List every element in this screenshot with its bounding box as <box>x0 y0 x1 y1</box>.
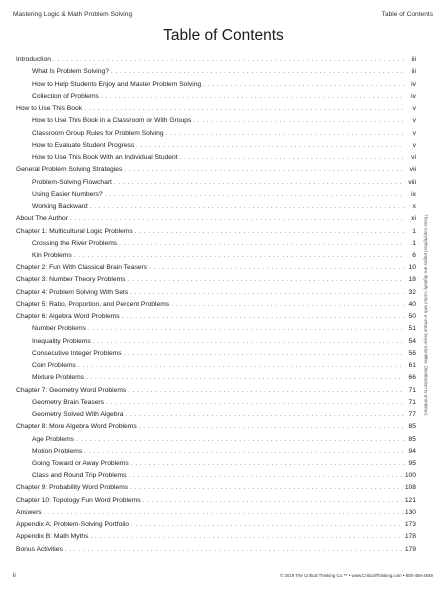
toc-entry-label: Introduction <box>16 56 51 64</box>
toc-entry <box>16 507 416 519</box>
toc-entry-page: 61 <box>408 362 416 370</box>
section-title: Table of Contents <box>381 11 433 18</box>
toc-entry-page: 130 <box>404 508 416 516</box>
toc-entry-label: Motion Problems <box>32 447 83 455</box>
toc-entry <box>16 482 416 494</box>
toc-entry-label: Number Problems <box>32 325 86 333</box>
toc-entry-label: Consecutive Integer Problems <box>32 349 122 357</box>
dot-leader <box>106 397 404 409</box>
dot-leader <box>93 336 404 348</box>
toc-entry-label: Chapter 3: Number Theory Problems <box>16 276 126 284</box>
toc-entry <box>16 519 416 531</box>
toc-entry <box>16 103 416 115</box>
toc-entry-page: 1 <box>412 239 416 247</box>
toc-entry-page: 32 <box>408 288 416 296</box>
dot-leader <box>171 299 404 311</box>
toc-subentry <box>16 66 416 78</box>
toc-entry-label: Appendix A: Problem-Solving Portfolio <box>16 521 130 529</box>
toc-entry-page: 54 <box>408 337 416 345</box>
toc-subentry <box>16 78 416 90</box>
dot-leader <box>111 66 404 78</box>
dot-leader <box>166 128 404 140</box>
page-number: ii <box>13 573 16 579</box>
toc-entry-page: 40 <box>408 300 416 308</box>
toc-entry-label: How to Use This Book <box>16 105 83 113</box>
toc-subentry <box>16 470 416 482</box>
toc-entry-page: 1 <box>412 227 416 235</box>
toc-entry-page: iii <box>411 56 416 64</box>
dot-leader <box>193 115 404 127</box>
toc-entry-label: Geometry Solved With Algebra <box>32 411 124 419</box>
toc-entry-label: Age Problems <box>32 435 75 443</box>
table-of-contents <box>16 54 416 556</box>
toc-entry-label: How to Use This Book in a Classroom or With Groups <box>32 117 192 125</box>
toc-entry <box>16 311 416 323</box>
toc-entry-label: Collection of Problems <box>32 92 99 100</box>
toc-subentry <box>16 189 416 201</box>
toc-entry-page: 51 <box>408 325 416 333</box>
toc-entry <box>16 421 416 433</box>
dot-leader <box>125 409 404 421</box>
toc-entry <box>16 286 416 298</box>
toc-entry-label: Chapter 1: Multicultural Logic Problems <box>16 227 133 235</box>
page-footer <box>13 571 433 581</box>
dot-leader <box>90 201 404 213</box>
toc-subentry <box>16 176 416 188</box>
dot-leader <box>128 274 404 286</box>
dot-leader <box>124 164 404 176</box>
toc-entry-label: Class and Round Trip Problems <box>32 472 127 480</box>
toc-entry-page: 94 <box>408 447 416 455</box>
toc-entry-label: What Is Problem Solving? <box>32 68 109 76</box>
toc-entry-label: Using Easier Numbers? <box>32 190 103 198</box>
toc-entry-label: Appendix B: Math Myths <box>16 533 89 541</box>
toc-entry <box>16 494 416 506</box>
toc-entry-page: 56 <box>408 349 416 357</box>
dot-leader <box>143 495 403 507</box>
toc-entry-label: Chapter 7: Geometry Word Problems <box>16 386 127 394</box>
toc-entry-label: Going Toward or Away Problems <box>32 459 129 467</box>
toc-entry-page: 121 <box>404 496 416 504</box>
toc-entry-label: Problem-Solving Flowchart <box>32 178 112 186</box>
toc-entry-label: Chapter 8: More Algebra Word Problems <box>16 423 137 431</box>
toc-entry-label: Classroom Group Rules for Problem Solving <box>32 129 164 137</box>
toc-entry-page: 179 <box>404 545 416 553</box>
dot-leader <box>131 519 403 531</box>
dot-leader <box>139 421 404 433</box>
toc-subentry <box>16 458 416 470</box>
toc-entry-page: v <box>412 141 416 149</box>
dot-leader <box>130 287 404 299</box>
dot-leader <box>105 189 404 201</box>
toc-entry-page: viii <box>408 178 416 186</box>
dot-leader <box>70 213 404 225</box>
toc-entry-page: iii <box>411 68 416 76</box>
toc-entry <box>16 384 416 396</box>
toc-subentry <box>16 91 416 103</box>
toc-subentry <box>16 433 416 445</box>
dot-leader <box>44 507 403 519</box>
toc-entry-label: Answers <box>16 508 42 516</box>
dot-leader <box>131 458 404 470</box>
toc-subentry <box>16 115 416 127</box>
toc-entry <box>16 54 416 66</box>
toc-entry-label: How to Help Students Enjoy and Master Problem Solving <box>32 80 202 88</box>
side-note-text: These copyrighted pages are digitally coded with a unique buyer identifier. Distribution is prohibited. <box>423 213 429 417</box>
toc-subentry <box>16 201 416 213</box>
toc-entry-page: 77 <box>408 411 416 419</box>
toc-entry-label: Chapter 4: Problem Solving With Sets <box>16 288 129 296</box>
toc-subentry <box>16 238 416 250</box>
toc-subentry <box>16 397 416 409</box>
toc-entry-label: Mixture Problems <box>32 374 85 382</box>
toc-entry <box>16 225 416 237</box>
toc-entry-page: 85 <box>408 423 416 431</box>
dot-leader <box>86 372 404 384</box>
toc-entry-page: vi <box>411 154 416 162</box>
toc-entry-page: 178 <box>404 533 416 541</box>
side-note <box>420 150 432 480</box>
toc-subentry <box>16 409 416 421</box>
dot-leader <box>128 385 404 397</box>
dot-leader <box>122 311 404 323</box>
dot-leader <box>101 91 404 103</box>
dot-leader <box>84 446 404 458</box>
dot-leader <box>53 54 404 66</box>
toc-entry-label: How to Evaluate Student Progress <box>32 141 135 149</box>
toc-subentry <box>16 250 416 262</box>
toc-entry-label: Crossing the River Problems <box>32 239 118 247</box>
toc-subentry <box>16 127 416 139</box>
toc-entry <box>16 274 416 286</box>
page-title: Table of Contents <box>163 27 284 44</box>
toc-entry-page: v <box>412 105 416 113</box>
dot-leader <box>78 360 404 372</box>
dot-leader <box>128 470 402 482</box>
toc-subentry <box>16 360 416 372</box>
toc-entry <box>16 543 416 555</box>
toc-entry-label: General Problem Solving Strategies <box>16 166 123 174</box>
dot-leader <box>88 323 404 335</box>
toc-entry-label: Kin Problems <box>32 251 72 259</box>
toc-subentry <box>16 323 416 335</box>
toc-entry-page: vii <box>409 166 416 174</box>
toc-entry-page: ix <box>411 190 416 198</box>
toc-entry-page: 71 <box>408 386 416 394</box>
toc-entry <box>16 164 416 176</box>
toc-entry-label: Bonus Activities <box>16 545 63 553</box>
toc-entry-label: How to Use This Book With an Individual Student <box>32 154 178 162</box>
toc-entry-page: xi <box>411 215 416 223</box>
toc-entry-page: iv <box>411 92 416 100</box>
toc-entry-label: Inequality Problems <box>32 337 91 345</box>
toc-entry-page: 50 <box>408 313 416 321</box>
toc-entry <box>16 299 416 311</box>
toc-entry-page: 6 <box>412 251 416 259</box>
footer-copyright: © 2019 The Critical Thinking Co.™ • www.CriticalThinking.com • 800-458-4849 <box>279 573 433 578</box>
toc-entry-label: Chapter 10: Topology Fun Word Problems <box>16 496 141 504</box>
toc-entry <box>16 213 416 225</box>
dot-leader <box>119 238 404 250</box>
toc-entry-page: 85 <box>408 435 416 443</box>
toc-entry-page: 10 <box>408 264 416 272</box>
dot-leader <box>65 544 403 556</box>
dot-leader <box>74 250 404 262</box>
toc-subentry <box>16 335 416 347</box>
toc-entry-page: 100 <box>404 472 416 480</box>
toc-entry-label: About The Author <box>16 215 68 223</box>
toc-entry-page: 66 <box>408 374 416 382</box>
toc-subentry <box>16 348 416 360</box>
dot-leader <box>76 434 404 446</box>
toc-entry-page: iv <box>411 80 416 88</box>
toc-entry-page: 108 <box>404 484 416 492</box>
toc-entry-label: Working Backward <box>32 203 88 211</box>
dot-leader <box>136 140 404 152</box>
toc-entry-label: Chapter 6: Algebra Word Problems <box>16 313 120 321</box>
toc-entry-label: Geometry Brain Teasers <box>32 398 104 406</box>
toc-subentry <box>16 372 416 384</box>
toc-entry-label: Coin Problems <box>32 362 76 370</box>
toc-entry-page: 173 <box>404 521 416 529</box>
dot-leader <box>130 482 403 494</box>
book-title: Mastering Logic & Math Problem Solving <box>13 11 133 18</box>
dot-leader <box>180 152 404 164</box>
dot-leader <box>90 531 402 543</box>
toc-entry-label: Chapter 9: Probability Word Problems <box>16 484 129 492</box>
dot-leader <box>135 226 404 238</box>
toc-entry-label: Chapter 2: Fun With Classical Brain Teasers <box>16 264 148 272</box>
toc-entry-page: v <box>412 117 416 125</box>
toc-entry-page: x <box>412 203 416 211</box>
dot-leader <box>84 103 404 115</box>
toc-entry-page: 18 <box>408 276 416 284</box>
toc-entry <box>16 262 416 274</box>
toc-entry <box>16 531 416 543</box>
dot-leader <box>149 262 404 274</box>
dot-leader <box>124 348 404 360</box>
toc-subentry <box>16 152 416 164</box>
dot-leader <box>114 177 404 189</box>
toc-subentry <box>16 446 416 458</box>
toc-entry-label: Chapter 5: Ratio, Proportion, and Percent Problems <box>16 300 170 308</box>
toc-entry-page: v <box>412 129 416 137</box>
page-header <box>13 9 433 21</box>
toc-entry-page: 71 <box>408 398 416 406</box>
dot-leader <box>203 79 404 91</box>
toc-subentry <box>16 140 416 152</box>
toc-entry-page: 95 <box>408 459 416 467</box>
